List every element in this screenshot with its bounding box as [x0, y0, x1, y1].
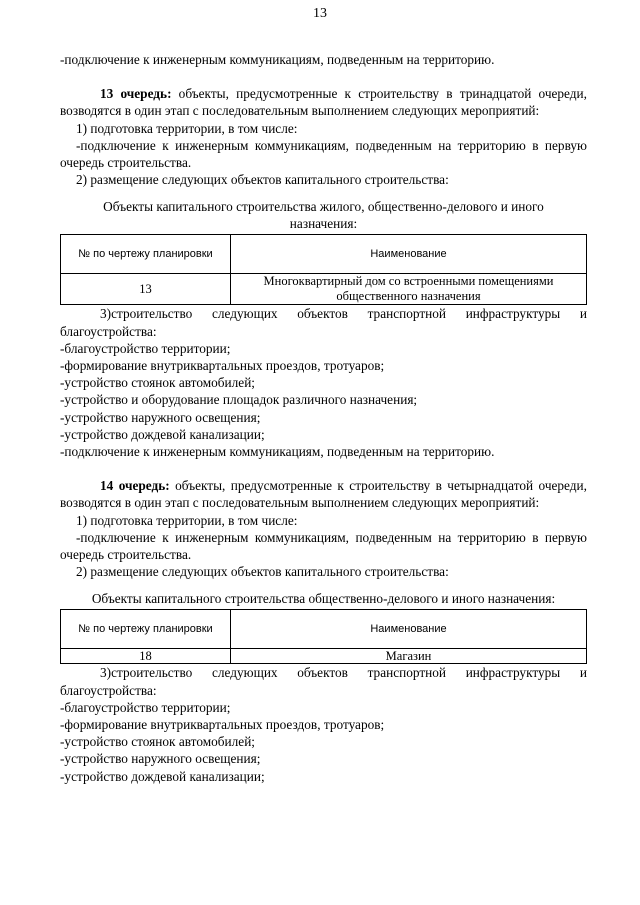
stage-13-section: [60, 85, 587, 460]
stage-13-item2: 2) размещение следующих объектов капитального строительства:: [76, 172, 449, 188]
stage-14-table-caption: Объекты капитального строительства общественно-делового и иного назначения:: [91, 591, 556, 607]
stage-13-intro: [60, 85, 587, 119]
stage-13-item3: 3)строительство следующих объектов транспортной инфраструктуры и благоустройства:: [60, 306, 587, 339]
list-item: -устройство и оборудование площадок различного назначения;: [60, 392, 418, 408]
stage-14-label: 14 очередь:: [100, 478, 170, 494]
stage-14-item1-sub: -подключение к инженерным коммуникациям, подведенным на территорию в первую очередь строительства.: [60, 529, 587, 563]
table-header-row: [61, 610, 587, 649]
stage-13-item1-sub: -подключение к инженерным коммуникациям, подведенным на территорию в первую очередь строительства.: [60, 137, 587, 171]
list-item: -формирование внутриквартальных проездов, тротуаров;: [60, 358, 385, 374]
list-item: -устройство наружного освещения;: [60, 751, 261, 767]
list-item: -благоустройство территории;: [60, 340, 231, 356]
stage-14-item1: 1) подготовка территории, в том числе:: [76, 512, 298, 528]
table-header-name: Наименование: [231, 610, 587, 649]
list-item: -подключение к инженерным коммуникациям, подведенным на территорию.: [60, 444, 495, 460]
stage-14-intro: [60, 477, 587, 511]
stage-14-intro-text: объекты, предусмотренные к строительству в четырнадцатой очереди, возводятся в один этап с последовательным выполнением следующих мероприятий:: [60, 478, 587, 511]
list-item: -устройство наружного освещения;: [60, 409, 261, 425]
table-header-number: № по чертежу планировки: [61, 610, 231, 649]
top-line: -подключение к инженерным коммуникациям, подведенным на территорию.: [60, 52, 495, 67]
stage-13-table-caption: Объекты капитального строительства жилого, общественно-делового и иного назначения:: [103, 199, 544, 232]
table-cell-number: 18: [61, 649, 231, 664]
list-item: -устройство стоянок автомобилей;: [60, 734, 256, 750]
stage-14-item3: 3)строительство следующих объектов транспортной инфраструктуры и благоустройства:: [60, 665, 587, 698]
table-header-row: [61, 235, 587, 274]
stage-13-label: 13 очередь:: [100, 86, 172, 102]
stage-14-section: [60, 477, 587, 785]
table-cell-name: Многоквартирный дом со встроенными помещениями общественного назначения: [231, 274, 587, 305]
table-row: [61, 649, 587, 664]
list-item: -устройство дождевой канализации;: [60, 426, 265, 442]
list-item: -устройство дождевой канализации;: [60, 768, 265, 784]
list-item: -формирование внутриквартальных проездов, тротуаров;: [60, 717, 385, 733]
table-cell-name: Магазин: [231, 649, 587, 664]
table-cell-number: 13: [61, 274, 231, 305]
stage-14-table: [60, 609, 587, 664]
stage-13-item1: 1) подготовка территории, в том числе:: [76, 120, 298, 136]
list-item: -благоустройство территории;: [60, 699, 231, 715]
page-number: 13: [313, 6, 327, 21]
stage-14-item2: 2) размещение следующих объектов капитального строительства:: [76, 564, 449, 580]
table-row: [61, 274, 587, 305]
stage-13-table: [60, 234, 587, 305]
list-item: -устройство стоянок автомобилей;: [60, 375, 256, 391]
stage-13-intro-text: объекты, предусмотренные к строительству в тринадцатой очереди, возводятся в один этап с последовательным выполнением следующих мероприятий:: [60, 86, 587, 119]
document-body: [60, 51, 587, 785]
table-header-name: Наименование: [231, 235, 587, 274]
table-header-number: № по чертежу планировки: [61, 235, 231, 274]
